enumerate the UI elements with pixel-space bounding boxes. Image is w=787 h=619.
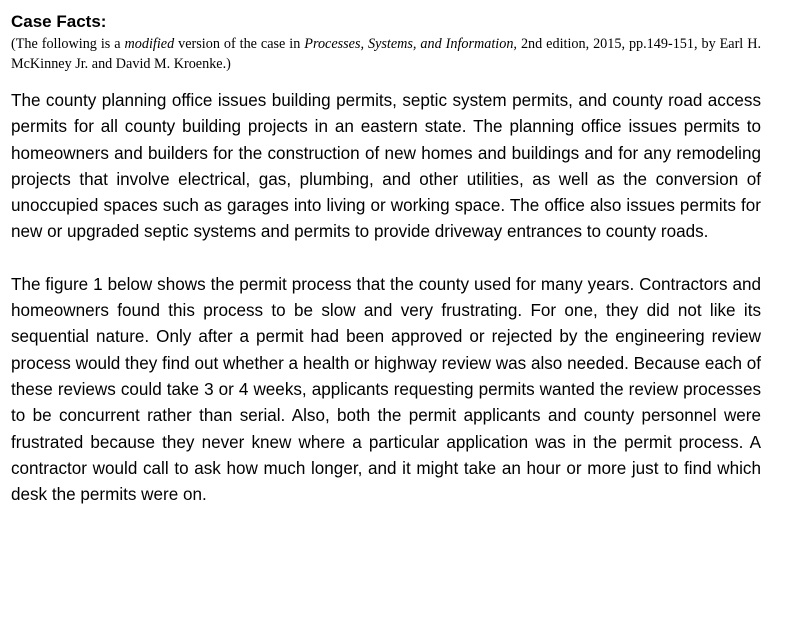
citation-emphasis-modified: modified <box>124 36 175 52</box>
section-heading: Case Facts: <box>11 12 107 31</box>
source-citation <box>11 34 761 74</box>
citation-text-end: 2nd edition, 2015, pp.149-151, by Earl H. McKinney Jr. and David M. Kroenke.) <box>11 36 761 72</box>
citation-text-middle: version of the case in <box>174 36 305 52</box>
document-body <box>11 12 761 508</box>
paragraph-permit-process: The figure 1 below shows the permit process that the county used for many years. Contractors and homeowners found this process to be slow and very frustrating. For one, they did not like its sequential nature. Only after a permit had been approved or rejected by the engineering review process would they find out whether a health or highway review was also needed. Because each of these reviews could take 3 or 4 weeks, applicants requesting permits wanted the review processes to be concurrent rather than serial. Also, both the permit applicants and county personnel were frustrated because they never knew where a particular application was in the permit process. A contractor would call to ask how much longer, and it might take an hour or more just to find which desk the permits were on. <box>11 274 761 505</box>
citation-book-title: Processes, Systems, and Information, <box>304 36 517 52</box>
citation-text-start: (The following is a <box>11 36 125 52</box>
paragraph-permit-office: The county planning office issues building permits, septic system permits, and county road access permits for all county building projects in an eastern state. The planning office issues permits to homeowners and builders for the construction of new homes and buildings and for any remodeling projects that involve electrical, gas, plumbing, and other utilities, as well as the conversion of unoccupied spaces such as garages into living or working space. The office also issues permits for new or upgraded septic systems and permits to provide driveway entrances to county roads. <box>11 91 761 242</box>
